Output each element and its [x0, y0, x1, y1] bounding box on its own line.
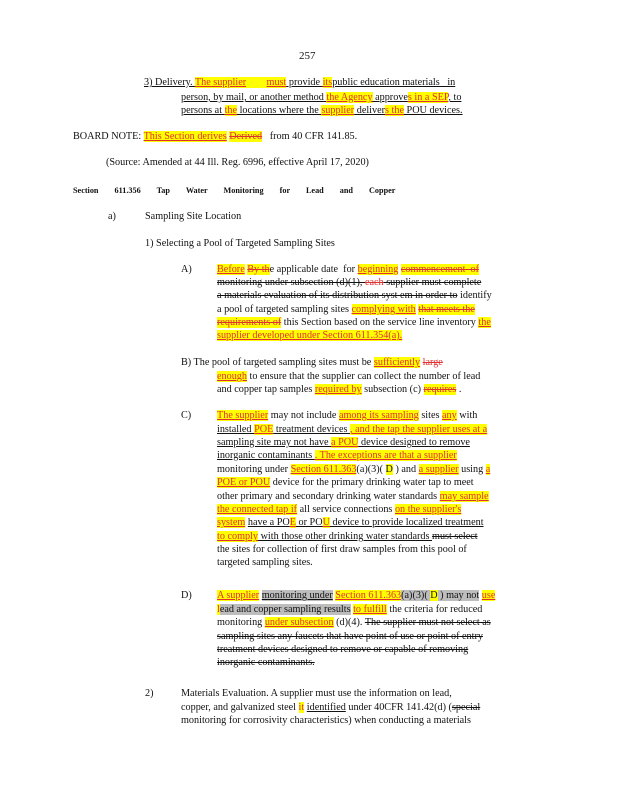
- para-c-line: other primary and secondary drinking water standards may sample: [217, 491, 489, 502]
- para-c-line: to comply with those other drinking water standards must select: [217, 531, 478, 542]
- para-c-marker: C): [181, 410, 192, 421]
- delivery-line-1: 3) Delivery. The supplier must provide itspublic education materials in: [144, 77, 456, 88]
- para-c-line: system have a POE or POU device to provide localized treatment: [217, 517, 484, 528]
- para-c-line: the sites for collection of first draw samples from this pool of: [217, 544, 467, 555]
- para-d-line: inorganic contaminants.: [217, 657, 315, 668]
- subsection-1-title: 1) Selecting a Pool of Targeted Sampling Sites: [145, 238, 335, 249]
- para-a-line: requirements of this Section based on the service line inventory the: [217, 317, 491, 328]
- para-a-line: a pool of targeted sampling sites complying with that meets the: [217, 304, 475, 315]
- para-b-line: enough to ensure that the supplier can collect the number of lead: [217, 371, 481, 382]
- para-a-line: supplier developed under Section 611.354(a).: [217, 330, 403, 341]
- para-c-line: The supplier may not include among its sampling sites any with: [217, 410, 478, 421]
- source-note: (Source: Amended at 44 Ill. Reg. 6996, effective April 17, 2020): [106, 157, 369, 168]
- para-c-line: installed POE treatment devices , and the tap the supplier uses at a: [217, 424, 488, 435]
- para-c-line: inorganic contaminants . The exceptions are that a supplier: [217, 450, 457, 461]
- para-b-line: and copper tap samples required by subsection (c) requires .: [217, 384, 462, 395]
- para-a-line: monitoring under subsection (d)(1), each supplier must complete: [217, 277, 482, 288]
- para-d-line: lead and copper sampling results to fulfill the criteria for reduced: [217, 604, 483, 615]
- para-a-line: a materials evaluation of its distribution syst em in order to identify: [217, 290, 492, 301]
- delivery-line-2: person, by mail, or another method the Agency approves in a SEP, to: [181, 92, 462, 103]
- delivery-line-3: persons at the locations where the supplier delivers the POU devices.: [181, 105, 463, 116]
- para-d-line: treatment devices designed to remove or capable of removing: [217, 644, 469, 655]
- board-note: BOARD NOTE: This Section derives Derived from 40 CFR 141.85.: [73, 131, 358, 142]
- para-2-marker: 2): [145, 688, 154, 699]
- para-c-line: monitoring under Section 611.363(a)(3)( D ) and a supplier using a: [217, 464, 491, 475]
- para-c-line: POE or POU device for the primary drinking water tap to meet: [217, 477, 474, 488]
- subsection-a-title: Sampling Site Location: [145, 211, 242, 222]
- para-d-line: A supplier monitoring under Section 611.363(a)(3)( D ) may not use: [217, 590, 496, 601]
- para-2-line: Materials Evaluation. A supplier must use the information on lead,: [181, 688, 452, 699]
- subsection-a-marker: a): [108, 211, 116, 222]
- para-c-line: the connected tap if all service connections on the supplier's: [217, 504, 462, 515]
- para-a-line: Before By the applicable date for beginning commencement of: [217, 264, 479, 275]
- para-2-line: copper, and galvanized steel it identified under 40CFR 141.42(d) (special: [181, 702, 481, 713]
- para-d-marker: D): [181, 590, 192, 601]
- para-a-marker: A): [181, 264, 192, 275]
- page-number: 257: [299, 50, 316, 62]
- section-heading: Section 611.356 Tap Water Monitoring for Lead and Copper: [73, 186, 396, 195]
- para-b-line: B) The pool of targeted sampling sites must be sufficiently large: [181, 357, 443, 368]
- para-2-line: monitoring for corrosivity characteristics) when conducting a materials: [181, 715, 471, 726]
- para-c-line: sampling site may not have a POU device designed to remove: [217, 437, 470, 448]
- para-c-line: targeted sampling sites.: [217, 557, 313, 568]
- para-d-line: sampling sites any faucets that have point of use or point of entry: [217, 631, 483, 642]
- para-d-line: monitoring under subsection (d)(4). The supplier must not select as: [217, 617, 491, 628]
